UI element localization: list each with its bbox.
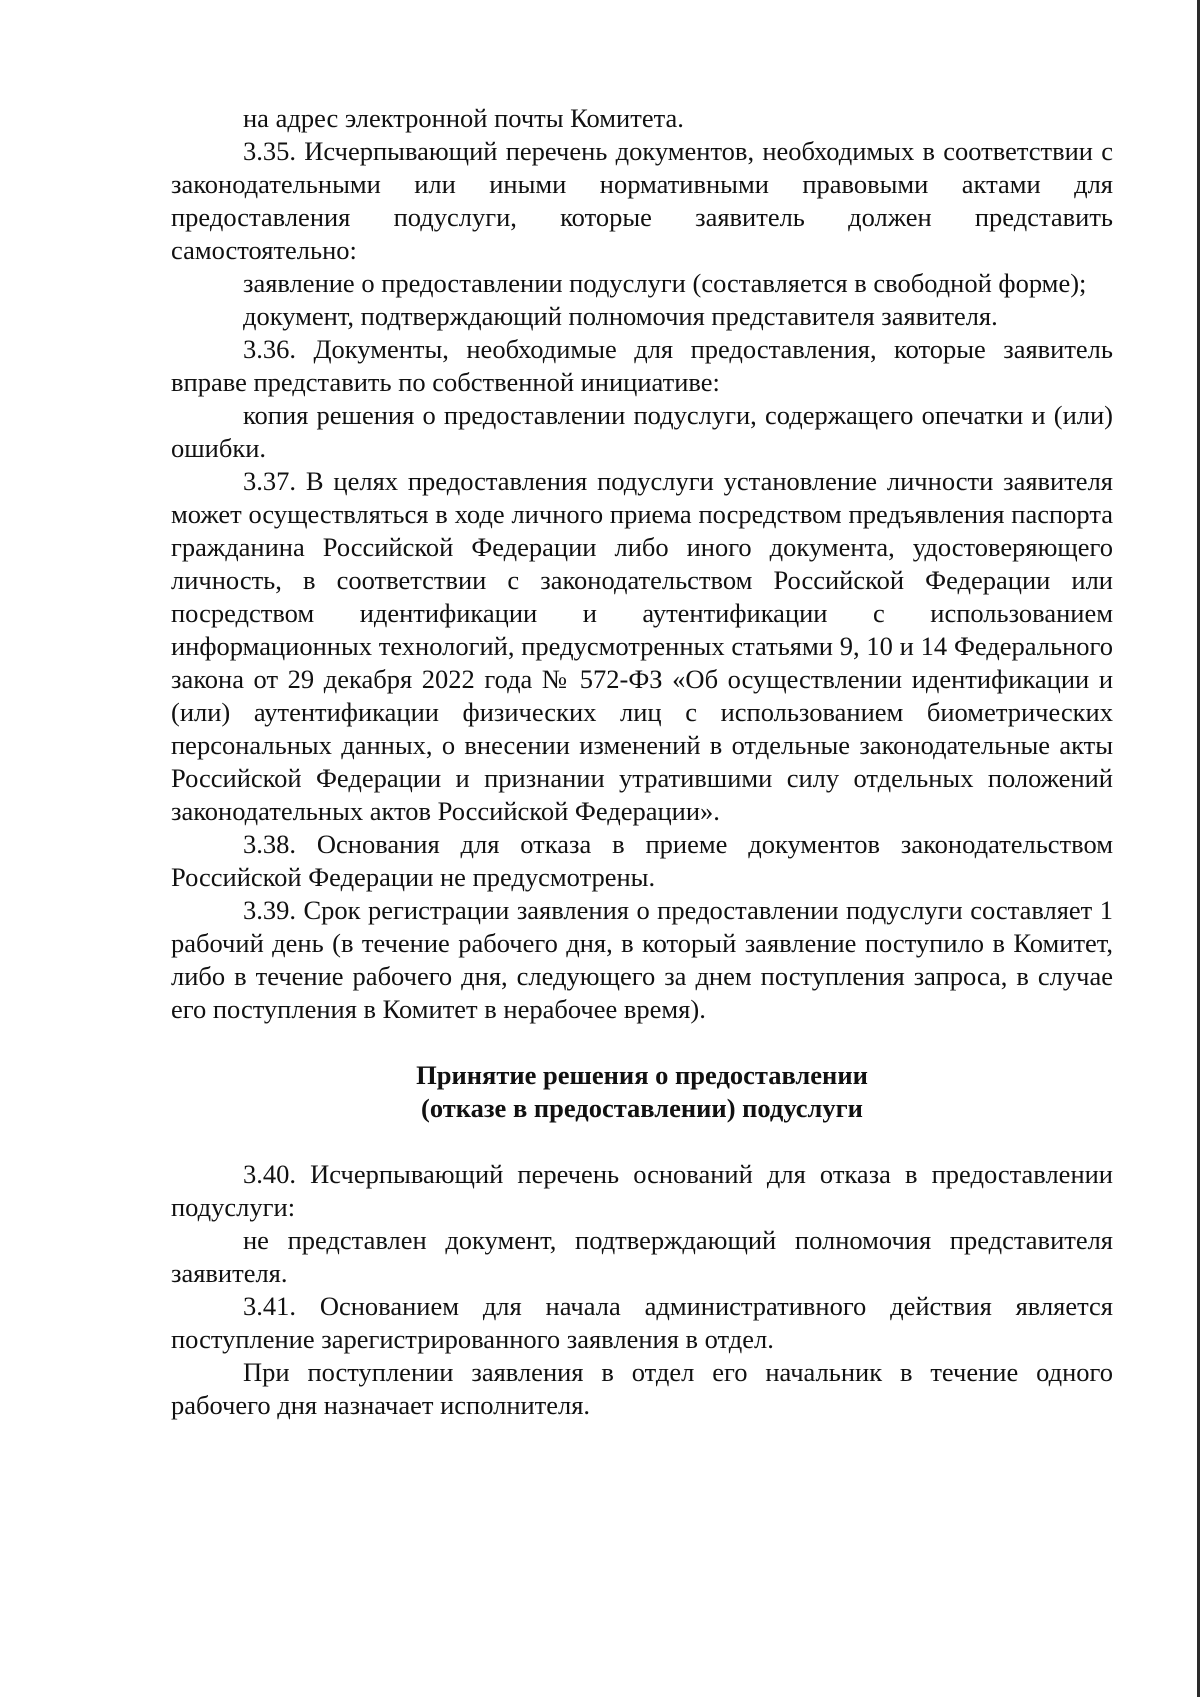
section-heading — [171, 1059, 1113, 1125]
paragraph-continuation: на адрес электронной почты Комитета. — [243, 103, 684, 133]
section-heading-line-1: Принятие решения о предоставлении — [416, 1060, 868, 1090]
paragraph-3-39: 3.39. Срок регистрации заявления о предоставлении подуслуги составляет 1 рабочий день (в течение рабочего дня, в который заявление поступило в Комитет, либо в течение рабочего дня, следующего за днем поступления запроса, в случае его поступления в Комитет в нерабочее время). — [171, 895, 1113, 1024]
section-heading-line-2: (отказе в предоставлении) подуслуги — [421, 1093, 863, 1123]
paragraph-3-41: 3.41. Основанием для начала административного действия является поступление зарегистрированного заявления в отдел. — [171, 1291, 1113, 1354]
paragraph-item-refusal-ground: не представлен документ, подтверждающий полномочия представителя заявителя. — [171, 1225, 1113, 1288]
paragraph-item-authority-document: документ, подтверждающий полномочия представителя заявителя. — [243, 301, 998, 331]
document-body — [171, 102, 1113, 1422]
paragraph-3-37: 3.37. В целях предоставления подуслуги установление личности заявителя может осуществляться в ходе личного приема посредством предъявления паспорта гражданина Российской Федерации либо иного документа, удостоверяющего личность, в соответствии с законодательством Российской Федерации или посредством идентификации и аутентификации с использованием информационных технологий, предусмотренных статьями 9, 10 и 14 Федерального закона от 29 декабря 2022 года № 572-ФЗ «Об осуществлении идентификации и (или) аутентификации физических лиц с использованием биометрических персональных данных, о внесении изменений в отдельные законодательные акты Российской Федерации и признании утратившими силу отдельных положений законодательных актов Российской Федерации». — [171, 466, 1113, 826]
paragraph-executor-assignment: При поступлении заявления в отдел его начальник в течение одного рабочего дня назначает исполнителя. — [171, 1357, 1113, 1420]
paragraph-3-40: 3.40. Исчерпывающий перечень оснований для отказа в предоставлении подуслуги: — [171, 1159, 1113, 1222]
paragraph-3-38: 3.38. Основания для отказа в приеме документов законодательством Российской Федерации не предусмотрены. — [171, 829, 1113, 892]
paragraph-3-36: 3.36. Документы, необходимые для предоставления, которые заявитель вправе представить по собственной инициативе: — [171, 334, 1113, 397]
paragraph-item-application: заявление о предоставлении подуслуги (составляется в свободной форме); — [243, 268, 1087, 298]
paragraph-3-35: 3.35. Исчерпывающий перечень документов, необходимых в соответствии с законодательными или иными нормативными правовыми актами для предоставления подуслуги, которые заявитель должен представить самостоятельно: — [171, 136, 1113, 265]
paragraph-item-decision-copy: копия решения о предоставлении подуслуги, содержащего опечатки и (или) ошибки. — [171, 400, 1113, 463]
